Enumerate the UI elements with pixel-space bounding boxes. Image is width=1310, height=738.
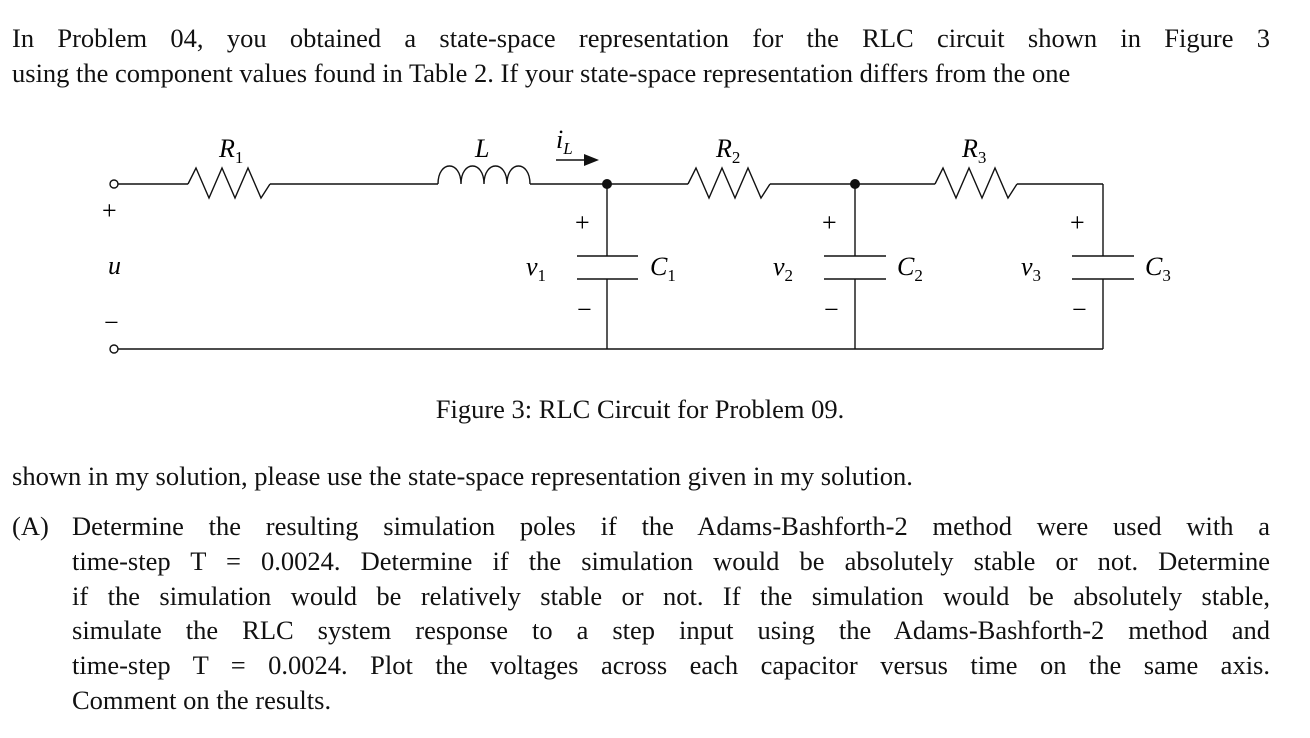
- current-arrow-head: [584, 154, 599, 166]
- label-c2: $C_2$: [897, 252, 923, 285]
- item-a-line-6: Comment on the results.: [72, 684, 332, 715]
- intro-line-1: In Problem 04, you obtained a state-space representation for the RLC circuit shown in Figure 3: [12, 23, 1270, 53]
- minus-c2: −: [824, 295, 839, 324]
- plus-c2: +: [822, 208, 837, 237]
- node-1-dot: [602, 179, 612, 189]
- rlc-circuit-diagram: [0, 110, 1310, 370]
- item-a-line-2: time-step T = 0.0024. Determine if the simulation would be absolutely stable or not. Determine: [72, 545, 1270, 576]
- item-a-line-3: if the simulation would be relatively stable or not. If the simulation would be absolutely stable,: [72, 580, 1270, 611]
- label-r1: $R_1$: [219, 134, 244, 167]
- plus-c1: +: [575, 208, 590, 237]
- continuation-paragraph: [12, 459, 1270, 494]
- plus-c3: +: [1070, 208, 1085, 237]
- item-a-line-4: simulate the RLC system response to a step input using the Adams-Bashforth-2 method and: [72, 615, 1270, 646]
- label-l: L: [475, 134, 490, 163]
- terminal-bottom: [110, 345, 118, 353]
- label-c3: $C_3$: [1145, 252, 1171, 285]
- label-c1: $C_1$: [650, 252, 676, 285]
- intro-paragraph: [12, 21, 1270, 90]
- label-v1: $v_1$: [526, 252, 547, 285]
- label-u: u: [108, 251, 121, 280]
- inductor-l: [438, 166, 530, 184]
- minus-c1: −: [577, 295, 592, 324]
- resistor-r3: [935, 168, 1017, 198]
- continuation-line: shown in my solution, please use the state-space representation given in my solution.: [12, 461, 913, 491]
- item-a-text: [72, 509, 1270, 718]
- label-v2: $v_2$: [773, 252, 794, 285]
- label-r3: $R_3$: [962, 134, 987, 167]
- minus-c3: −: [1072, 295, 1087, 324]
- minus-u: −: [104, 308, 119, 337]
- figure-caption: Figure 3: RLC Circuit for Problem 09.: [435, 394, 845, 424]
- plus-u: +: [102, 196, 117, 225]
- item-a-line-5: time-step T = 0.0024. Plot the voltages across each capacitor versus time on the same axis.: [72, 650, 1270, 681]
- item-a-line-1: Determine the resulting simulation poles if the Adams-Bashforth-2 method were used with a: [72, 511, 1270, 541]
- label-v3: $v_3$: [1021, 252, 1042, 285]
- resistor-r1: [188, 168, 270, 198]
- intro-line-2: using the component values found in Table 2. If your state-space representation differs from the one: [12, 57, 1071, 88]
- label-r2: $R_2$: [716, 134, 741, 167]
- terminal-top: [110, 180, 118, 188]
- item-a-label: (A): [12, 511, 49, 541]
- label-il: $i_L$: [556, 125, 573, 158]
- node-2-dot: [850, 179, 860, 189]
- resistor-r2: [688, 168, 770, 198]
